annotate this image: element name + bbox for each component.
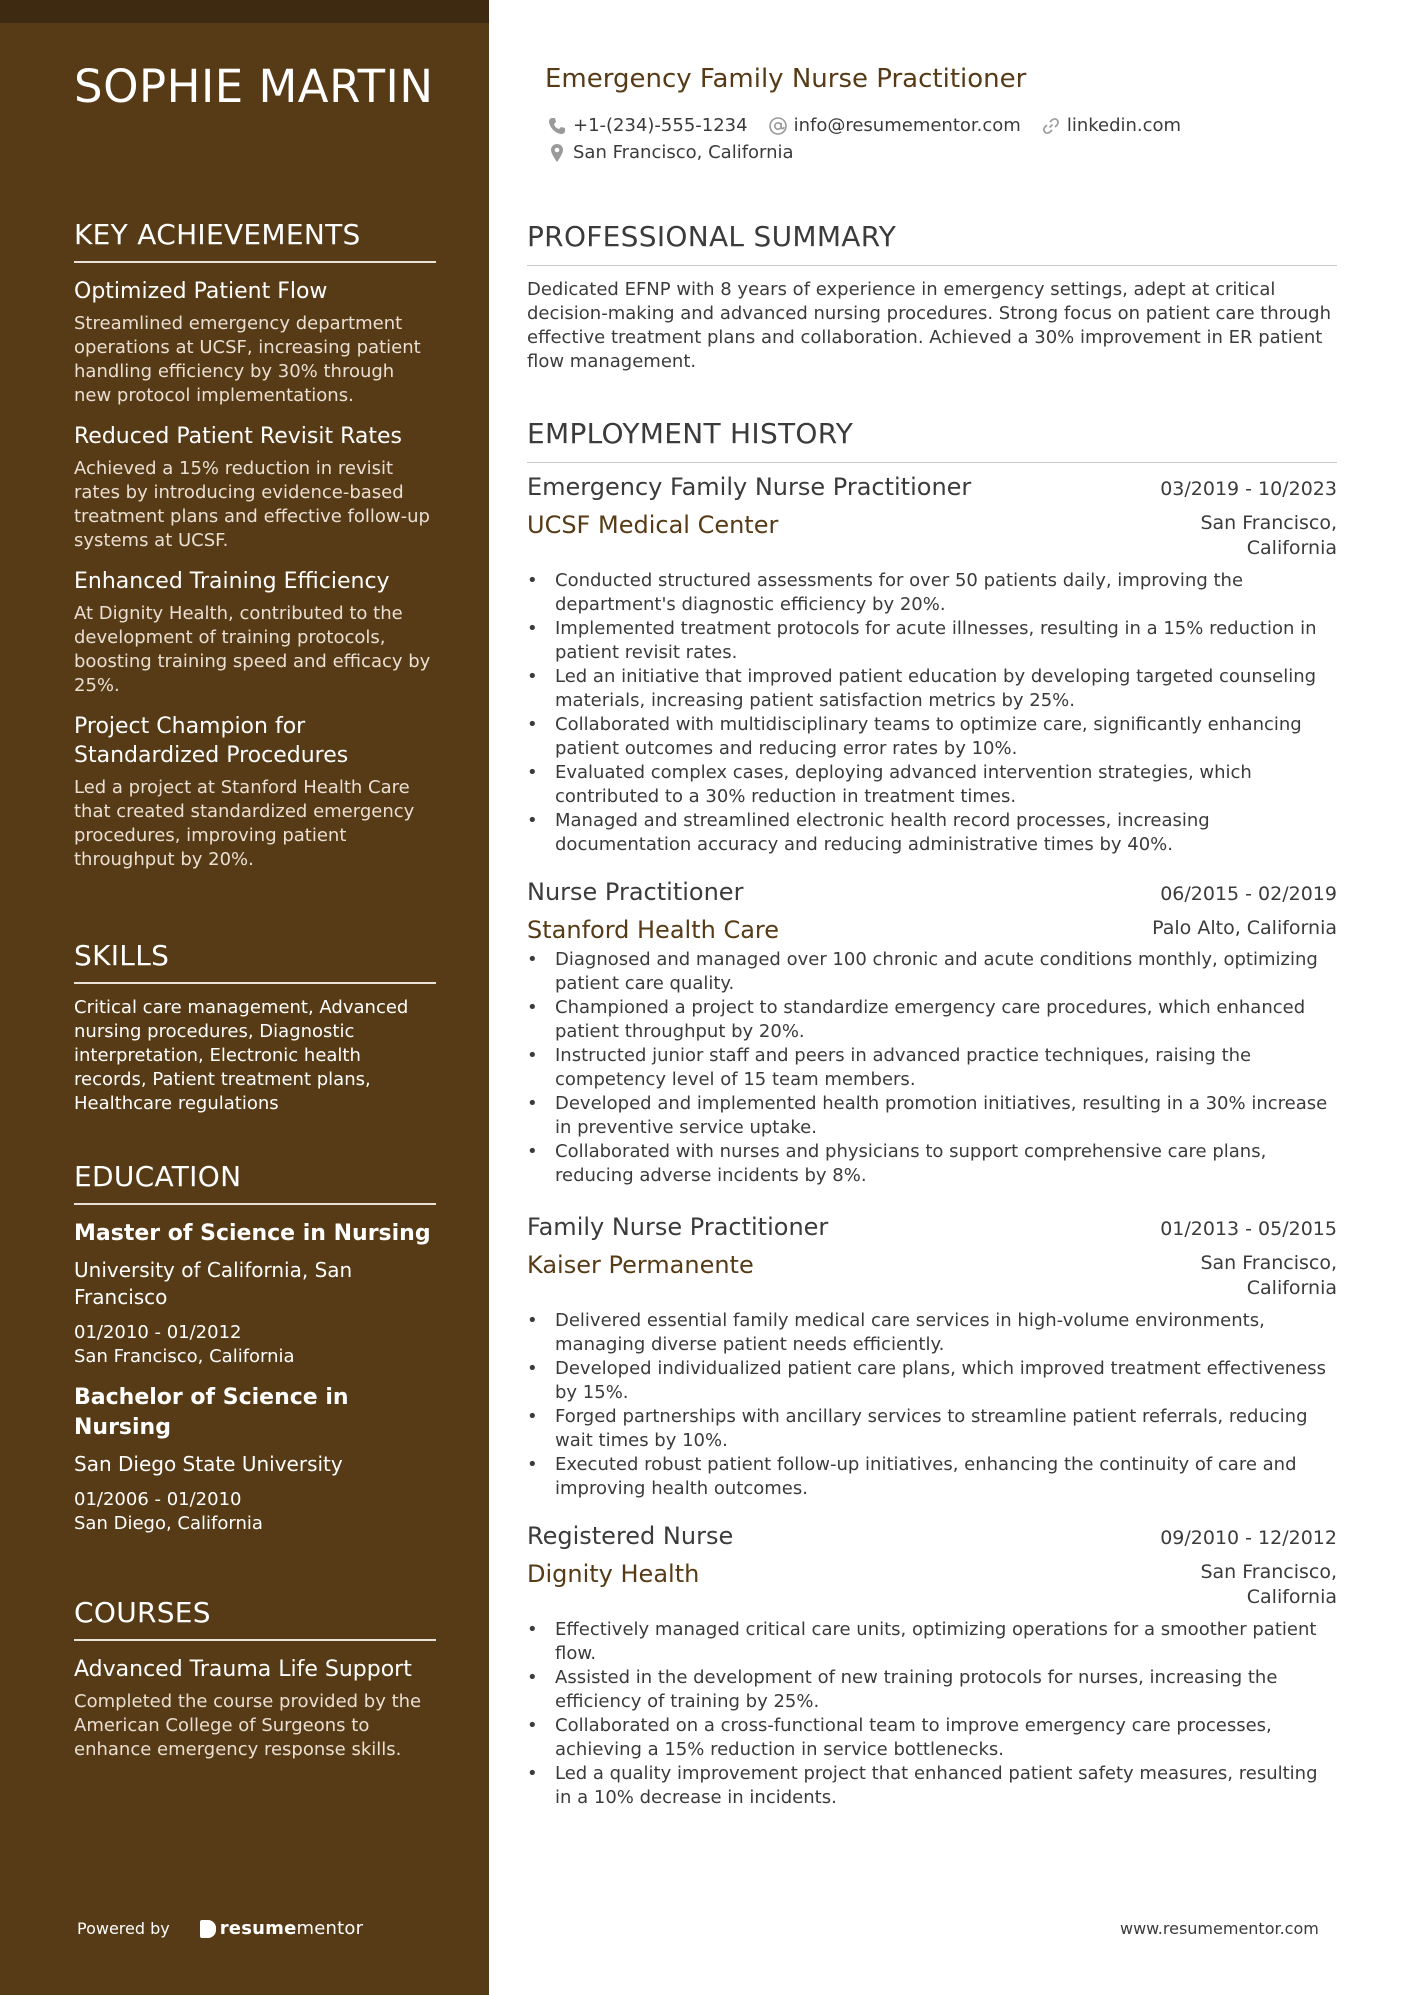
job-dates: 01/2013 - 05/2015 [1160,1218,1337,1240]
job-bullet: • Effectively managed critical care units, optimizing operations for a smoother patient flow. [527,1618,1337,1666]
sidebar [0,0,489,1995]
skills-section [74,939,436,1116]
achievement-desc: Streamlined emergency department operations at UCSF, increasing patient handling efficiency by 30% through new protocol implementations. [74,313,421,406]
job-entry [527,473,1337,857]
job-bullets [527,569,1337,857]
job-location: San Francisco, California [1200,1252,1337,1299]
achievement-title: Reduced Patient Revisit Rates [74,424,402,449]
job-company: Dignity Health [527,1560,700,1588]
education-school: University of California, San Francisco [74,1258,353,1309]
job-bullet: • Led a quality improvement project that enhanced patient safety measures, resulting in a 10% decrease in incidents. [527,1762,1337,1810]
headline-title: Emergency Family Nurse Practitioner [545,64,1027,94]
job-bullets [527,1309,1337,1501]
course-desc: Completed the course provided by the American College of Surgeons to enhance emergency response skills. [74,1691,422,1760]
course-title: Advanced Trauma Life Support [74,1657,412,1682]
location-text: San Francisco, California [573,142,794,163]
email-text: info@resumementor.com [793,115,1021,136]
education-section [74,1160,436,1536]
job-bullet: • Instructed junior staff and peers in advanced practice techniques, raising the competency level of 15 team members. [527,1044,1337,1092]
resumementor-logo[interactable] [200,1918,363,1939]
job-role: Emergency Family Nurse Practitioner [527,473,972,501]
job-location: Palo Alto, California [1152,917,1337,939]
job-dates: 09/2010 - 12/2012 [1160,1527,1337,1549]
logo-text-light: mentor [296,1918,364,1939]
job-company: UCSF Medical Center [527,511,779,539]
education-school: San Diego State University [74,1452,343,1476]
skills-heading: SKILLS [74,939,436,984]
contact-phone[interactable] [547,115,748,136]
job-bullets [527,1618,1337,1810]
job-bullet: • Forged partnerships with ancillary services to streamline patient referrals, reducing wait times by 10%. [527,1405,1337,1453]
education-dates: 01/2006 - 01/2010 [74,1489,242,1510]
phone-icon [547,116,567,136]
education-degree: Master of Science in Nursing [74,1221,431,1246]
job-bullet: • Diagnosed and managed over 100 chronic and acute conditions monthly, optimizing patient care quality. [527,948,1337,996]
courses-heading: COURSES [74,1596,436,1641]
education-item [74,1219,436,1369]
summary-heading: PROFESSIONAL SUMMARY [527,220,1337,266]
job-entry [527,1522,1337,1810]
job-bullet: • Conducted structured assessments for over 50 patients daily, improving the department's diagnostic efficiency by 20%. [527,569,1337,617]
education-item [74,1383,436,1536]
linkedin-text: linkedin.com [1066,115,1182,136]
job-dates: 03/2019 - 10/2023 [1160,478,1337,500]
skills-list: Critical care management, Advanced nursing procedures, Diagnostic interpretation, Electronic health records, Patient treatment plans, Healthcare regulations [74,997,409,1114]
job-role: Family Nurse Practitioner [527,1213,829,1241]
job-dates: 06/2015 - 02/2019 [1160,883,1337,905]
job-bullet: • Collaborated on a cross-functional team to improve emergency care processes, achieving a 15% reduction in service bottlenecks. [527,1714,1337,1762]
candidate-name: SOPHIE MARTIN [74,60,434,113]
education-dates: 01/2010 - 01/2012 [74,1322,242,1343]
contact-linkedin[interactable] [1041,115,1181,136]
logo-text-bold: resume [219,1918,297,1939]
job-location: San Francisco, California [1200,512,1337,559]
location-pin-icon [547,143,567,163]
job-company: Kaiser Permanente [527,1251,754,1279]
education-heading: EDUCATION [74,1160,436,1205]
job-bullet: • Evaluated complex cases, deploying advanced intervention strategies, which contributed to a 30% reduction in treatment times. [527,761,1337,809]
achievement-desc: Led a project at Stanford Health Care that created standardized emergency procedures, improving patient throughput by 20%. [74,777,415,870]
achievement-title: Enhanced Training Efficiency [74,569,390,594]
summary-text: Dedicated EFNP with 8 years of experience in emergency settings, adept at critical decision-making and advanced nursing procedures. Strong focus on patient care through effective treatment plans and collaboration. Achieved a 30% improvement in ER patient flow management. [527,279,1331,372]
job-company: Stanford Health Care [527,916,780,944]
achievement-item [74,567,436,698]
achievements-heading: KEY ACHIEVEMENTS [74,218,436,263]
job-entry [527,878,1337,1188]
job-location: San Francisco, California [1200,1561,1337,1608]
achievement-title: Optimized Patient Flow [74,279,328,304]
job-bullets [527,948,1337,1188]
employment-section [527,417,1337,463]
powered-by-label: Powered by [77,1919,170,1938]
course-item [74,1655,436,1762]
contact-location [547,142,794,163]
job-bullet: • Executed robust patient follow-up initiatives, enhancing the continuity of care and improving health outcomes. [527,1453,1337,1501]
achievement-desc: At Dignity Health, contributed to the development of training protocols, boosting training speed and efficacy by 25%. [74,603,431,696]
contact-info [547,112,1337,166]
powered-by [77,1918,363,1939]
achievement-item [74,712,436,872]
footer-url[interactable]: www.resumementor.com [1120,1919,1319,1938]
achievement-title: Project Champion for Standardized Procedures [74,714,349,768]
job-role: Nurse Practitioner [527,878,744,906]
contact-email[interactable] [768,115,1021,136]
achievements-section [74,218,436,872]
sidebar-top-bar [0,0,489,23]
job-bullet: • Collaborated with multidisciplinary teams to optimize care, significantly enhancing patient outcomes and reducing error rates by 10%. [527,713,1337,761]
job-bullet: • Championed a project to standardize emergency care procedures, which enhanced patient throughput by 20%. [527,996,1337,1044]
education-degree: Bachelor of Science in Nursing [74,1385,349,1440]
job-bullet: • Led an initiative that improved patient education by developing targeted counseling materials, increasing patient satisfaction metrics by 25%. [527,665,1337,713]
resumementor-logo-icon [200,1920,216,1938]
job-bullet: • Managed and streamlined electronic health record processes, increasing documentation accuracy and reducing administrative times by 40%. [527,809,1337,857]
at-icon [768,116,788,136]
achievement-item [74,277,436,408]
courses-section [74,1596,436,1762]
phone-text: +1-(234)-555-1234 [573,115,748,136]
achievement-desc: Achieved a 15% reduction in revisit rates by introducing evidence-based treatment plans and effective follow-up systems at UCSF. [74,458,430,551]
job-bullet: • Developed individualized patient care plans, which improved treatment effectiveness by 15%. [527,1357,1337,1405]
summary-section [527,220,1337,374]
job-bullet: • Collaborated with nurses and physicians to support comprehensive care plans, reducing adverse incidents by 8%. [527,1140,1337,1188]
link-icon [1041,116,1061,136]
achievement-item [74,422,436,553]
job-role: Registered Nurse [527,1522,734,1550]
employment-heading: EMPLOYMENT HISTORY [527,417,1337,463]
education-location: San Francisco, California [74,1346,295,1367]
job-bullet: • Implemented treatment protocols for acute illnesses, resulting in a 15% reduction in patient revisit rates. [527,617,1337,665]
job-bullet: • Developed and implemented health promotion initiatives, resulting in a 30% increase in preventive service uptake. [527,1092,1337,1140]
job-entry [527,1213,1337,1501]
job-bullet: • Assisted in the development of new training protocols for nurses, increasing the efficiency of training by 25%. [527,1666,1337,1714]
job-bullet: • Delivered essential family medical care services in high-volume environments, managing diverse patient needs efficiently. [527,1309,1337,1357]
education-location: San Diego, California [74,1513,263,1534]
